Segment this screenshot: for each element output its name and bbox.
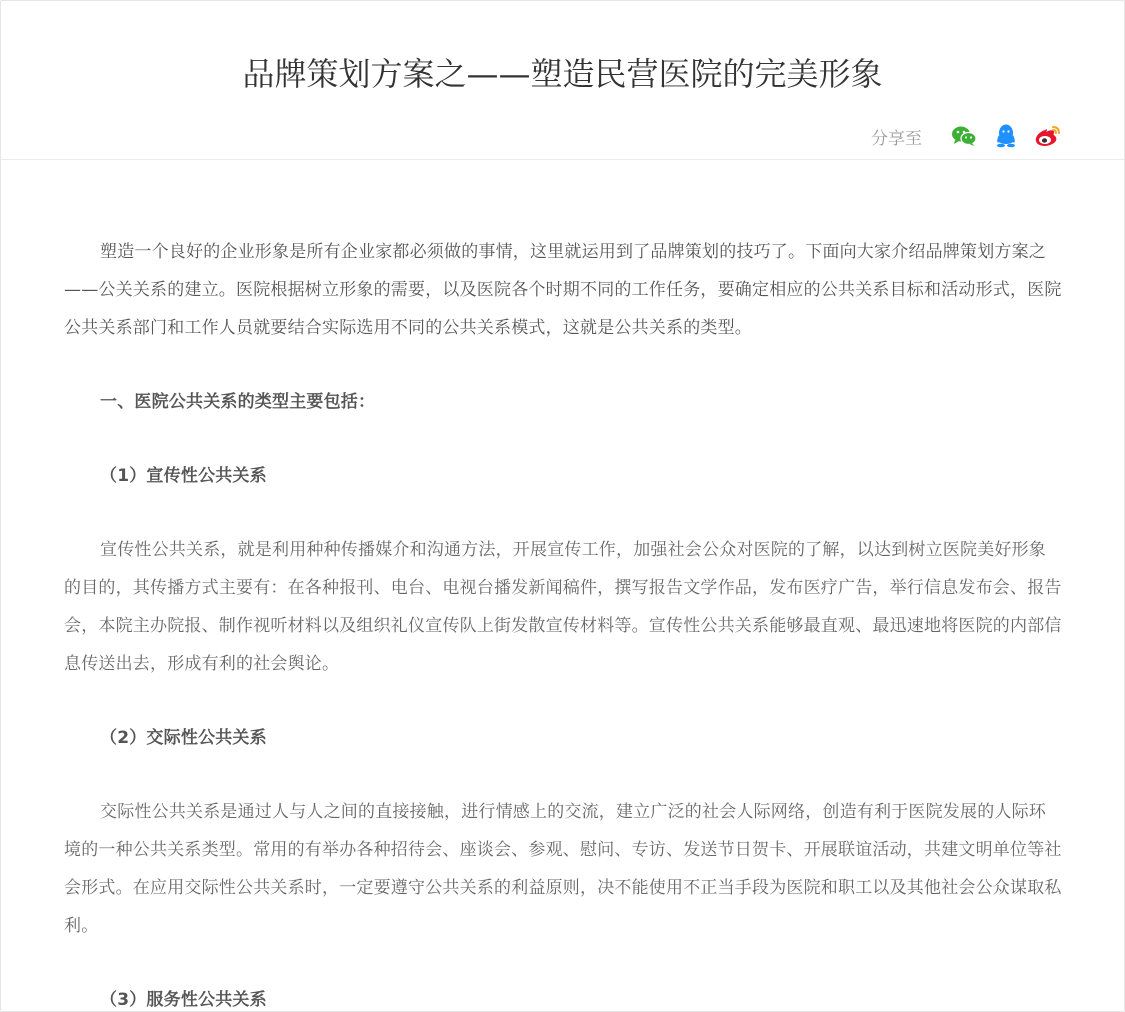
subsection-heading-1: （1）宣传性公共关系 — [100, 466, 267, 486]
share-bar — [871, 121, 1062, 151]
body-paragraph-2: 交际性公共关系是通过人与人之间的直接接触，进行情感上的交流，建立广泛的社会人际网络，创造有利于医院发展的人际环境的一种公共关系类型。常用的有举办各种招待会、座谈会、参观、慰问、专访、发送节日贺卡、开展联谊活动，共建文明单位等社会形式。在应用交际性公共关系时，一定要遵守公共关系的利益原则，决不能使用不正当手段为医院和职工以及其他社会公众谋取私利。 — [64, 802, 1062, 936]
share-label: 分享至 — [871, 128, 922, 149]
qq-icon[interactable] — [992, 122, 1020, 150]
intro-paragraph: 塑造一个良好的企业形象是所有企业家都必须做的事情，这里就运用到了品牌策划的技巧了。下面向大家介绍品牌策划方案之——公关关系的建立。医院根据树立形象的需要，以及医院各个时期不同的工作任务，要确定相应的公共关系目标和活动形式，医院公共关系部门和工作人员就要结合实际选用不同的公共关系模式，这就是公共关系的类型。 — [64, 242, 1062, 338]
subsection-heading-3: （3）服务性公共关系 — [100, 990, 267, 1010]
section-heading: 一、医院公共关系的类型主要包括： — [100, 392, 376, 412]
article-header — [1, 1, 1124, 160]
subsection-heading-2: （2）交际性公共关系 — [100, 728, 267, 748]
article-body — [64, 233, 1062, 1012]
body-paragraph-1: 宣传性公共关系，就是利用种种传播媒介和沟通方法，开展宣传工作，加强社会公众对医院的了解，以达到树立医院美好形象的目的，其传播方式主要有：在各种报刊、电台、电视台播发新闻稿件，撰写报告文学作品，发布医疗广告，举行信息发布会、报告会，本院主办院报、制作视听材料以及组织礼仪宣传队上街发散宣传材料等。宣传性公共关系能够最直观、最迅速地将医院的内部信息传送出去，形成有利的社会舆论。 — [64, 540, 1062, 674]
article-title: 品牌策划方案之——塑造民营医院的完美形象 — [242, 55, 883, 93]
wechat-icon[interactable] — [950, 122, 978, 150]
weibo-icon[interactable] — [1034, 122, 1062, 150]
